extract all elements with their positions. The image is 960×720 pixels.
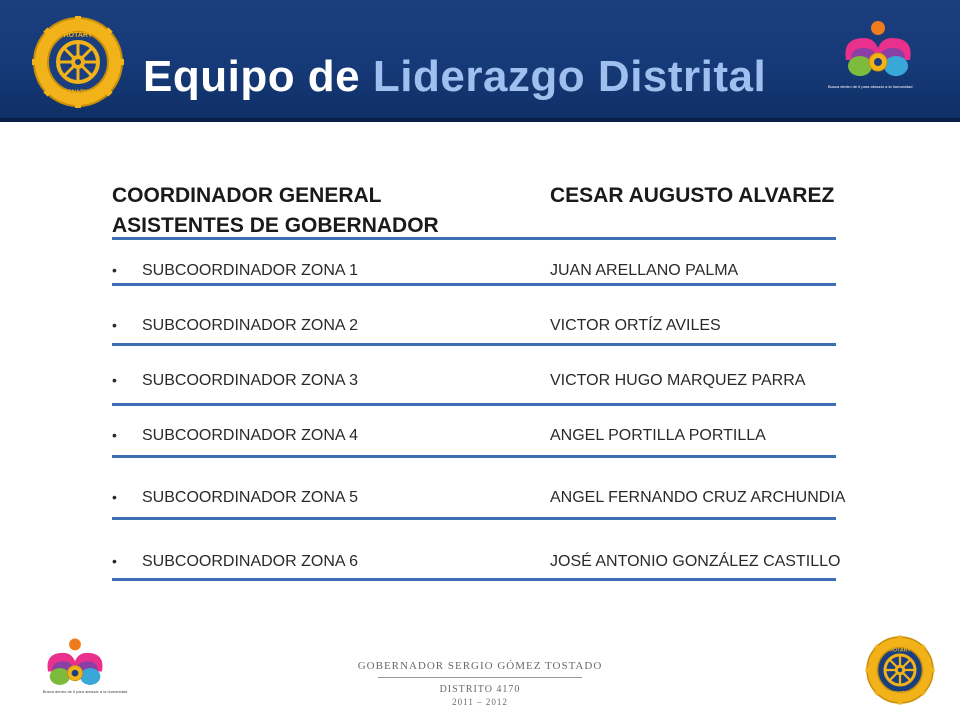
bullet: • [112,262,117,278]
district-emblem-icon [40,636,110,695]
title-part-1: Equipo de [143,52,361,101]
row-name: JOSÉ ANTONIO GONZÁLEZ CASTILLO [550,553,841,570]
title-part-2: Liderazgo Distrital [372,52,767,101]
svg-text:INTERNATIONAL: INTERNATIONAL [53,90,103,96]
bullet: • [112,427,117,443]
divider-line [112,578,836,581]
svg-text:ROTARY: ROTARY [889,647,911,654]
rotary-wheel-icon [864,634,936,711]
row-role: SUBCOORDINADOR ZONA 3 [142,372,359,389]
row-name: VICTOR HUGO MARQUEZ PARRA [550,372,806,389]
divider-line [112,343,836,346]
divider-line [112,237,836,240]
bullet: • [112,489,117,505]
district-years: 2011 – 2012 [452,697,508,707]
district-emblem-icon [838,18,918,87]
header-tagline: Busca dentro de ti para abrazar a la humanidad [828,84,913,89]
assistants-heading: ASISTENTES DE GOBERNADOR [112,214,439,237]
header-divider [0,118,960,122]
row-name: JUAN ARELLANO PALMA [550,262,739,279]
row-role: SUBCOORDINADOR ZONA 2 [142,317,359,334]
bullet: • [112,553,117,569]
governor-name: GOBERNADOR SERGIO GÓMEZ TOSTADO [357,660,603,672]
bullet: • [112,317,117,333]
footer-tagline: Busca dentro de ti para abrazar a la humanidad [42,689,128,694]
divider-line [112,455,836,458]
district-label: DISTRITO 4170 [439,684,521,695]
row-role: SUBCOORDINADOR ZONA 4 [142,427,359,444]
row-name: ANGEL FERNANDO CRUZ ARCHUNDIA [550,489,846,506]
row-name: ANGEL PORTILLA PORTILLA [550,427,766,444]
row-role: SUBCOORDINADOR ZONA 6 [142,553,359,570]
divider-line [112,517,836,520]
row-role: SUBCOORDINADOR ZONA 1 [142,262,359,279]
footer-divider [378,677,582,678]
rotary-wheel-icon [30,14,126,115]
divider-line [112,283,836,286]
coordinator-role: COORDINADOR GENERAL [112,184,382,207]
coordinator-name: CESAR AUGUSTO ALVAREZ [550,184,835,207]
row-name: VICTOR ORTÍZ AVILES [550,317,721,334]
coordinator-row [112,184,382,208]
divider-line [112,403,836,406]
svg-text:INTERNATIONAL: INTERNATIONAL [881,690,919,695]
row-role: SUBCOORDINADOR ZONA 5 [142,489,359,506]
bullet: • [112,372,117,388]
svg-text:ROTARY: ROTARY [63,32,93,39]
page-title [143,52,766,102]
